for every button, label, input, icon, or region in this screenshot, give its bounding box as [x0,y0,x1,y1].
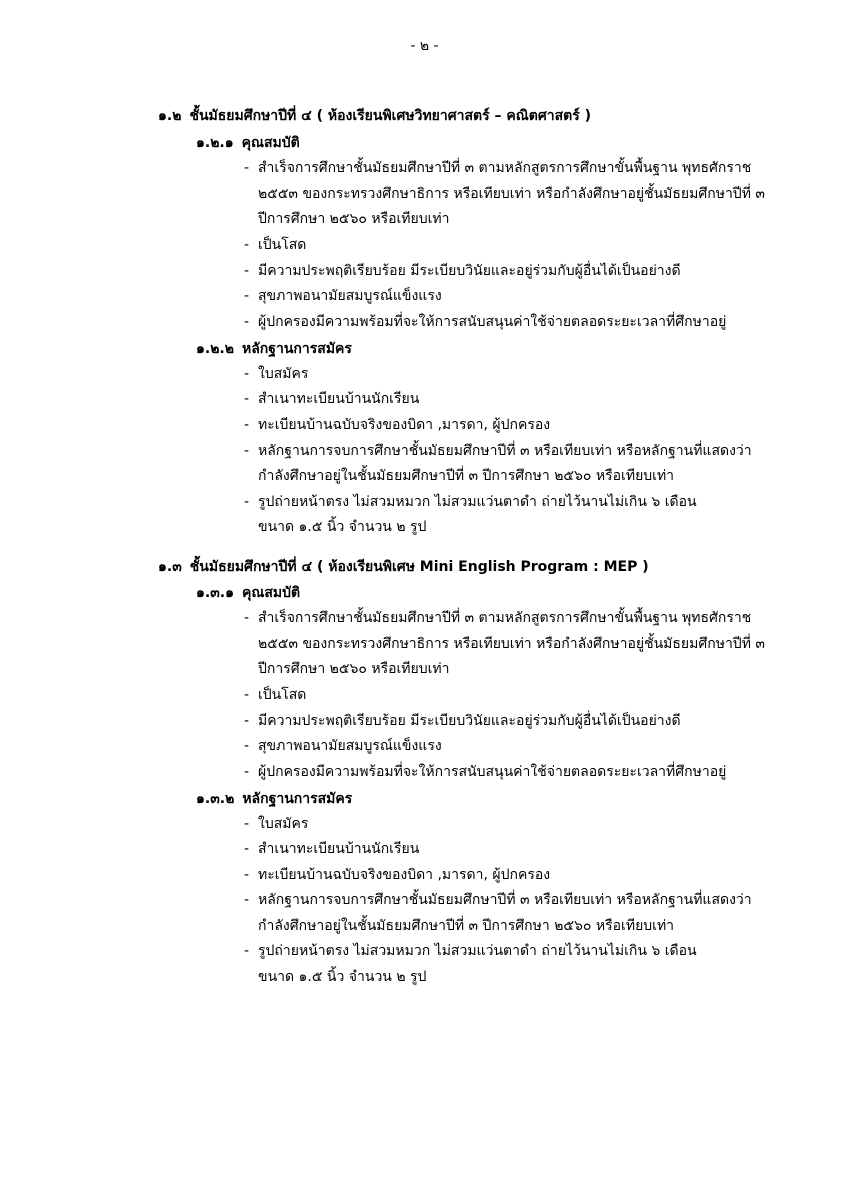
list-item-continuation: ปีการศึกษา ๒๕๖๐ หรือเทียบเท่า [258,661,450,677]
list-item: - ผู้ปกครองมีความพร้อมที่จะให้การสนับสนุนค่าใช้จ่ายตลอดระยะเวลาที่ศึกษาอยู่ [244,764,727,780]
list-item: - มีความประพฤติเรียบร้อย มีระเบียบวินัยและอยู่ร่วมกับผู้อื่นได้เป็นอย่างดี [244,713,681,729]
list-item: - สุขภาพอนามัยสมบูรณ์แข็งแรง [244,288,442,304]
list-item-continuation: ๒๕๕๓ ของกระทรวงศึกษาธิการ หรือเทียบเท่า หรือกำลังศึกษาอยู่ชั้นมัธยมศึกษาปีที่ ๓ [258,186,765,202]
list-item: - ใบสมัคร [244,816,309,832]
list-item: - เป็นโสด [244,687,307,703]
list-item: - หลักฐานการจบการศึกษาชั้นมัธยมศึกษาปีที่ ๓ หรือเทียบเท่า หรือหลักฐานที่แสดงว่า [244,892,752,908]
list-item-continuation: ๒๕๕๓ ของกระทรวงศึกษาธิการ หรือเทียบเท่า หรือกำลังศึกษาอยู่ชั้นมัธยมศึกษาปีที่ ๓ [258,636,765,652]
list-item: - เป็นโสด [244,237,307,253]
subsection-heading [196,133,300,153]
list-item: - สำเนาทะเบียนบ้านนักเรียน [244,391,420,407]
list-item-continuation: กำลังศึกษาอยู่ในชั้นมัธยมศึกษาปีที่ ๓ ปีการศึกษา ๒๕๖๐ หรือเทียบเท่า [258,468,675,484]
subsection-title: คุณสมบัติ [241,585,301,601]
list-item: - ทะเบียนบ้านฉบับจริงของบิดา ,มารดา, ผู้ปกครอง [244,867,551,883]
list-item: - ใบสมัคร [244,366,309,382]
subsection-heading [196,583,300,603]
list-item-continuation: กำลังศึกษาอยู่ในชั้นมัธยมศึกษาปีที่ ๓ ปีการศึกษา ๒๕๖๐ หรือเทียบเท่า [258,918,675,934]
list-item-continuation: ขนาด ๑.๕ นิ้ว จำนวน ๒ รูป [258,969,427,985]
section-number: ๑.๓ [158,559,182,575]
list-item-continuation: ขนาด ๑.๕ นิ้ว จำนวน ๒ รูป [258,519,427,535]
subsection-number: ๑.๓.๒ [196,791,235,807]
subsection-title: หลักฐานการสมัคร [241,341,352,357]
list-item: - รูปถ่ายหน้าตรง ไม่สวมหมวก ไม่สวมแว่นตาดำ ถ่ายไว้นานไม่เกิน ๖ เดือน [244,943,697,959]
subsection-number: ๑.๒.๒ [196,341,234,357]
subsection-heading [196,339,352,359]
section-heading [158,557,649,577]
list-item: - หลักฐานการจบการศึกษาชั้นมัธยมศึกษาปีที่ ๓ หรือเทียบเท่า หรือหลักฐานที่แสดงว่า [244,443,752,459]
list-item: - สำเร็จการศึกษาชั้นมัธยมศึกษาปีที่ ๓ ตามหลักสูตรการศึกษาขั้นพื้นฐาน พุทธศักราช [244,160,752,176]
section-title: ชั้นมัธยมศึกษาปีที่ ๔ ( ห้องเรียนพิเศษวิทยาศาสตร์ – คณิตศาสตร์ ) [189,108,592,124]
subsection-title: หลักฐานการสมัคร [242,791,353,807]
subsection-number: ๑.๒.๑ [196,135,234,151]
list-item: - สำเร็จการศึกษาชั้นมัธยมศึกษาปีที่ ๓ ตามหลักสูตรการศึกษาขั้นพื้นฐาน พุทธศักราช [244,610,752,626]
section-heading [158,106,591,126]
page-number: - ๒ - [410,38,439,54]
list-item-continuation: ปีการศึกษา ๒๕๖๐ หรือเทียบเท่า [258,211,450,227]
subsection-title: คุณสมบัติ [241,135,300,151]
subsection-number: ๑.๓.๑ [196,585,234,601]
subsection-heading [196,789,352,809]
section-title: ชั้นมัธยมศึกษาปีที่ ๔ ( ห้องเรียนพิเศษ Mini English Program : MEP ) [189,559,649,575]
list-item: - สำเนาทะเบียนบ้านนักเรียน [244,841,420,857]
section-number: ๑.๒ [158,108,182,124]
list-item: - มีความประพฤติเรียบร้อย มีระเบียบวินัยและอยู่ร่วมกับผู้อื่นได้เป็นอย่างดี [244,263,681,279]
list-item: - รูปถ่ายหน้าตรง ไม่สวมหมวก ไม่สวมแว่นตาดำ ถ่ายไว้นานไม่เกิน ๖ เดือน [244,494,697,510]
list-item: - ทะเบียนบ้านฉบับจริงของบิดา ,มารดา, ผู้ปกครอง [244,417,551,433]
list-item: - ผู้ปกครองมีความพร้อมที่จะให้การสนับสนุนค่าใช้จ่ายตลอดระยะเวลาที่ศึกษาอยู่ [244,314,727,330]
list-item: - สุขภาพอนามัยสมบูรณ์แข็งแรง [244,738,442,754]
